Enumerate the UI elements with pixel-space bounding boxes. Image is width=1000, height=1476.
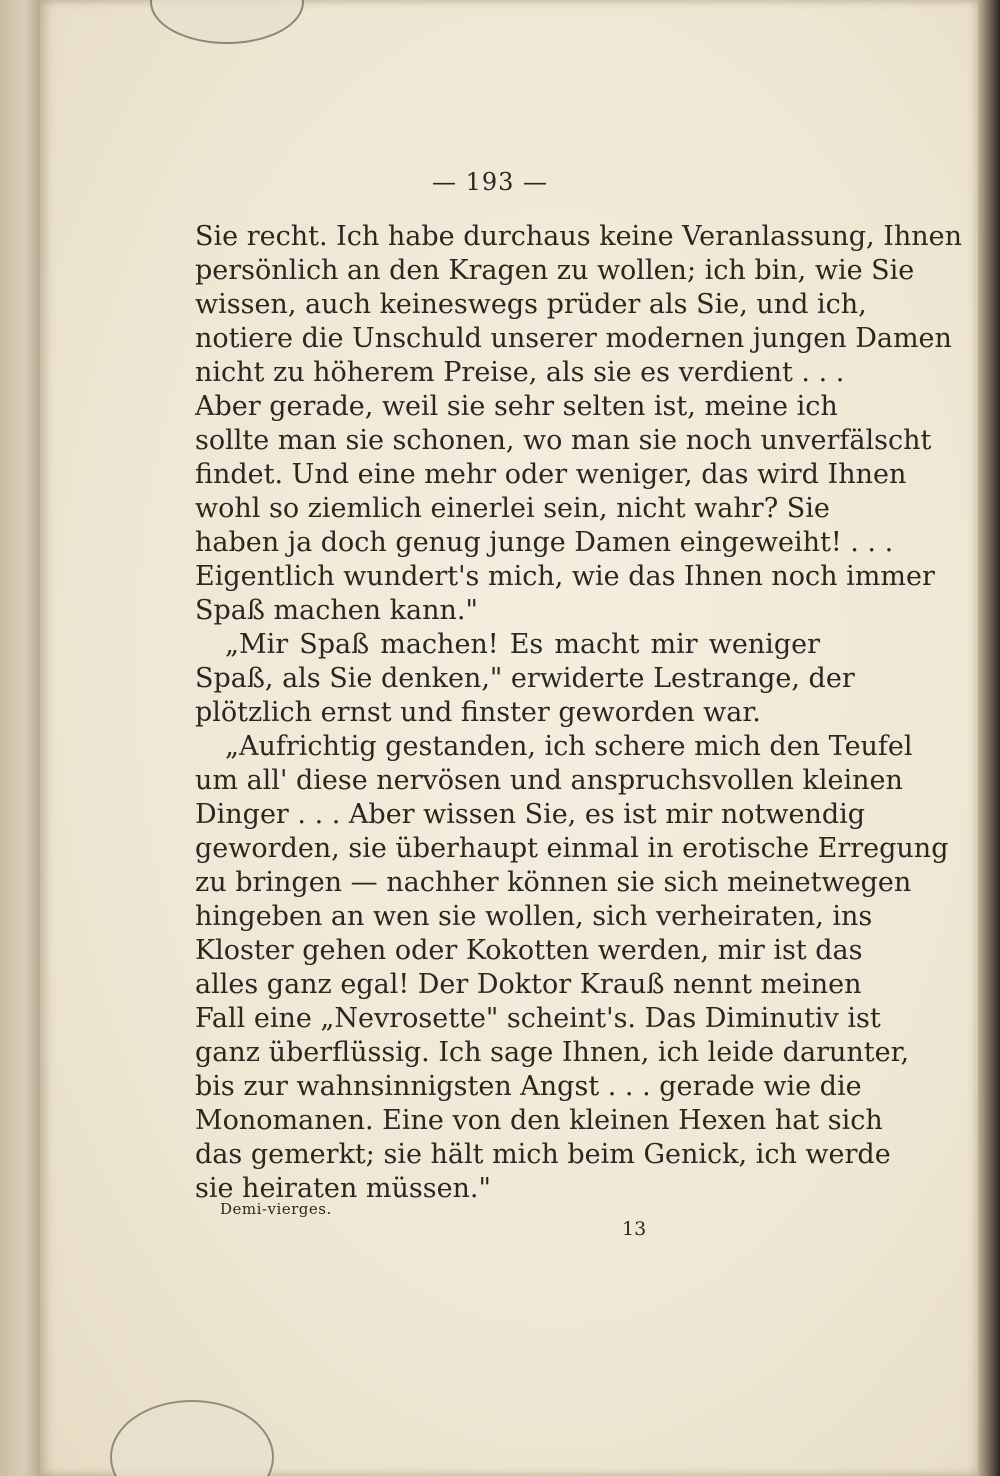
previous-page-edge [0, 0, 40, 1476]
text-line-15: plötzlich ernst und finster geworden war. [195, 697, 761, 728]
text-line-22: Kloster gehen oder Kokotten werden, mir ist das [195, 935, 863, 966]
text-line-14: Spaß, als Sie denken," erwiderte Lestrange, der [195, 663, 855, 694]
text-line-3: wissen, auch keineswegs prüder als Sie, und ich, [195, 289, 867, 320]
text-line-25: ganz überflüssig. Ich sage Ihnen, ich leide darunter, [195, 1037, 910, 1068]
text-line-11: Eigentlich wundert's mich, wie das Ihnen noch immer [195, 561, 935, 592]
text-line-6: Aber gerade, weil sie sehr selten ist, meine ich [195, 391, 838, 422]
text-line-29: sie heiraten müssen." [195, 1173, 491, 1204]
signature-mark: Demi-vierges. [220, 1200, 332, 1218]
text-line-17: um all' diese nervösen und anspruchsvollen kleinen [195, 765, 903, 796]
text-line-9: wohl so ziemlich einerlei sein, nicht wahr? Sie [195, 493, 830, 524]
text-line-1: Sie recht. Ich habe durchaus keine Veranlassung, Ihnen [195, 221, 963, 252]
text-line-2: persönlich an den Kragen zu wollen; ich bin, wie Sie [195, 255, 915, 286]
text-line-12: Spaß machen kann." [195, 595, 478, 626]
text-line-26: bis zur wahnsinnigsten Angst . . . gerade wie die [195, 1071, 862, 1102]
text-line-8: findet. Und eine mehr oder weniger, das wird Ihnen [195, 459, 907, 490]
page-number: — 193 — [431, 168, 549, 196]
text-line-28: das gemerkt; sie hält mich beim Genick, ich werde [195, 1139, 891, 1170]
text-line-19: geworden, sie überhaupt einmal in erotische Erregung [195, 833, 949, 864]
text-line-24: Fall eine „Nevrosette" scheint's. Das Diminutiv ist [195, 1003, 881, 1034]
text-line-10: haben ja doch genug junge Damen eingeweiht! . . . [195, 527, 894, 558]
text-line-23: alles ganz egal! Der Doktor Krauß nennt meinen [195, 969, 862, 1000]
text-line-7: sollte man sie schonen, wo man sie noch unverfälscht [195, 425, 932, 456]
text-line-16: „Aufrichtig gestanden, ich schere mich den Teufel [225, 731, 913, 762]
sheet-number: 13 [622, 1218, 647, 1240]
text-line-21: hingeben an wen sie wollen, sich verheiraten, ins [195, 901, 873, 932]
text-line-13: „Mir Spaß machen! Es macht mir weniger [225, 629, 820, 660]
text-line-20: zu bringen — nachher können sie sich meinetwegen [195, 867, 912, 898]
text-line-4: notiere die Unschuld unserer modernen jungen Damen [195, 323, 952, 354]
page-right-edge [978, 0, 1000, 1476]
text-line-5: nicht zu höherem Preise, als sie es verdient . . . [195, 357, 845, 388]
text-line-18: Dinger . . . Aber wissen Sie, es ist mir notwendig [195, 799, 866, 830]
page-content [150, 0, 963, 1476]
text-line-27: Monomanen. Eine von den kleinen Hexen hat sich [195, 1105, 883, 1136]
